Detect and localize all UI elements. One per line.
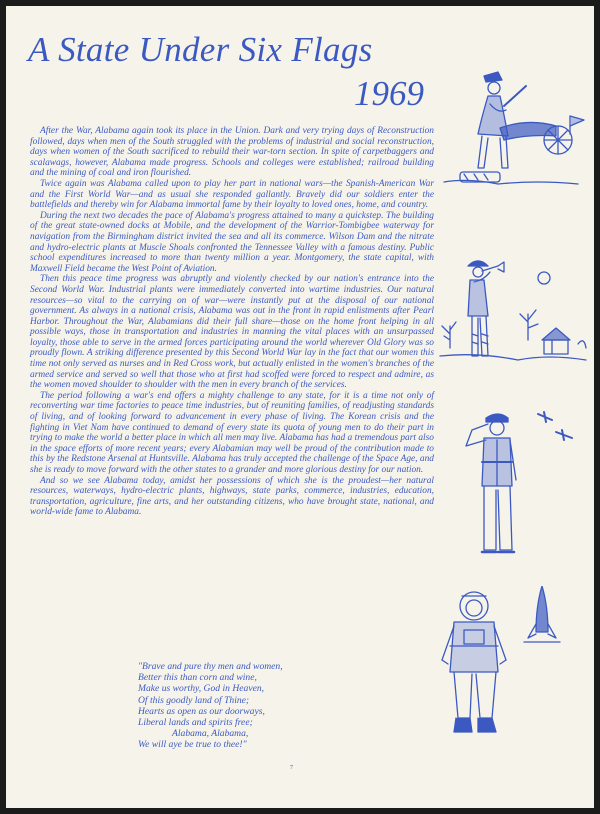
poem-line: We will aye be true to thee!": [138, 739, 247, 751]
confederate-soldier-illustration: [438, 66, 588, 191]
poem-line: Liberal lands and spirits free;: [138, 717, 253, 729]
poem-line: Hearts as open as our doorways,: [138, 705, 265, 717]
paragraph: After the War, Alabama again took its place in the Union. Dark and very trying days of Reconstruction followed, days when men of the South struggled with the problems of industrial and social reconstruction, days when women of the South sacrificed to rebuild their war-torn section. In spite of carpetbaggers and scalawags, however, Alabama made progress. Schools and colleges were established; railroad building and the mining of coal and iron flourished.: [30, 126, 434, 179]
poem: [138, 661, 398, 751]
yearbook-page: [6, 6, 594, 808]
paragraph: Then this peace time progress was abruptly and violently checked by our nation's entrance into the Second World War. Industrial plants were immediately converted into wartime industries. Our natural resources—so vital to the carrying on of war—were instantly put at the disposal of our national government. As always in a national crisis, Alabama was out in the front in rapid enlistments after Pearl Harbor. Throughout the War, Alabamians did their full share—those on the home front helping in all possible ways, those in transportation and industries in manning the vital places with an unsurpassed loyalty, those able to serve in the armed forces participating around the world wherever Old Glory was so proudly flown. A striking difference presented by this Second World War lay in the fact that our women this time not only served as nurses and in Red Cross work, but actually enlisted in the women's branches of the armed service and served so well that those who at first had scoffed were forced to respect and admire, as the women moved shoulder to shoulder with the men in every branch of the services.: [30, 274, 434, 391]
poem-line: Of this goodly land of Thine;: [138, 694, 250, 706]
wwi-bugler-illustration: [438, 256, 588, 381]
poem-line: "Brave and pure thy men and women,: [138, 661, 283, 672]
paragraph: The period following a war's end offers a mighty challenge to any state, for it is a time not only of reconverting war time factories to peace time industries, but of reuniting families, of readjusting standards of living, and of looking forward to advancement in every phase of living. The Korean crisis and the fighting in Viet Nam have continued to demand of every state its quota of young men to do their part in trying to make the world a better place in which all men may live. Alabama has had a tremendous part also in the space efforts of more recent years; every Alabamian may well be proud of the contribution made to this by the Redstone Arsenal at Huntsville. Alabama has truly accepted the challenge of the Space Age, and she is ready to move forward with the other states to a grander and more glorious destiny for our nation.: [30, 390, 434, 475]
poem-line: Alabama, Alabama,: [172, 728, 249, 740]
poem-line: Better this than corn and wine,: [138, 672, 257, 684]
paragraph: During the next two decades the pace of Alabama's progress attained to many a quickstep. The building of the great state-owned docks at Mobile, and the development of the Warrior-Tombigbee waterway for navigation from the Birmingham district invited the sea and all its commerce. Wilson Dam and the nitrate and hydro-electric plants at Muscle Shoals confronted the Tennessee Valley with a famous destiny. Public school expenditures increased to more than twenty million a year. Montgomery, the state capital, with Maxwell Field became the West Point of Aviation.: [30, 210, 434, 274]
body-text: [30, 126, 434, 518]
paragraph: And so we see Alabama today, amidst her possessions of which she is the proudest—her natural resources, waterways, hydro-electric plants, highways, state parks, commerce, industries, education, transportation, agriculture, fine arts, and her outstanding citizens, who have brought state, national, and world-wide fame to Alabama.: [30, 475, 434, 518]
page-title: A State Under Six Flags: [28, 30, 373, 69]
astronaut-rocket-illustration: [440, 586, 586, 746]
saluting-soldier-illustration: [452, 410, 582, 570]
page-number: 7: [290, 765, 293, 771]
paragraph: Twice again was Alabama called upon to play her part in national wars—the Spanish-American War and the First World War—and as usual she responded gallantly. Bravely did our soldiers enter the battlefields and thereby win for Alabama immortal fame by their loyalty to loved ones, home, and country.: [30, 178, 434, 211]
poem-line: Make us worthy, God in Heaven,: [138, 683, 265, 695]
page-title-year: 1969: [354, 74, 424, 113]
